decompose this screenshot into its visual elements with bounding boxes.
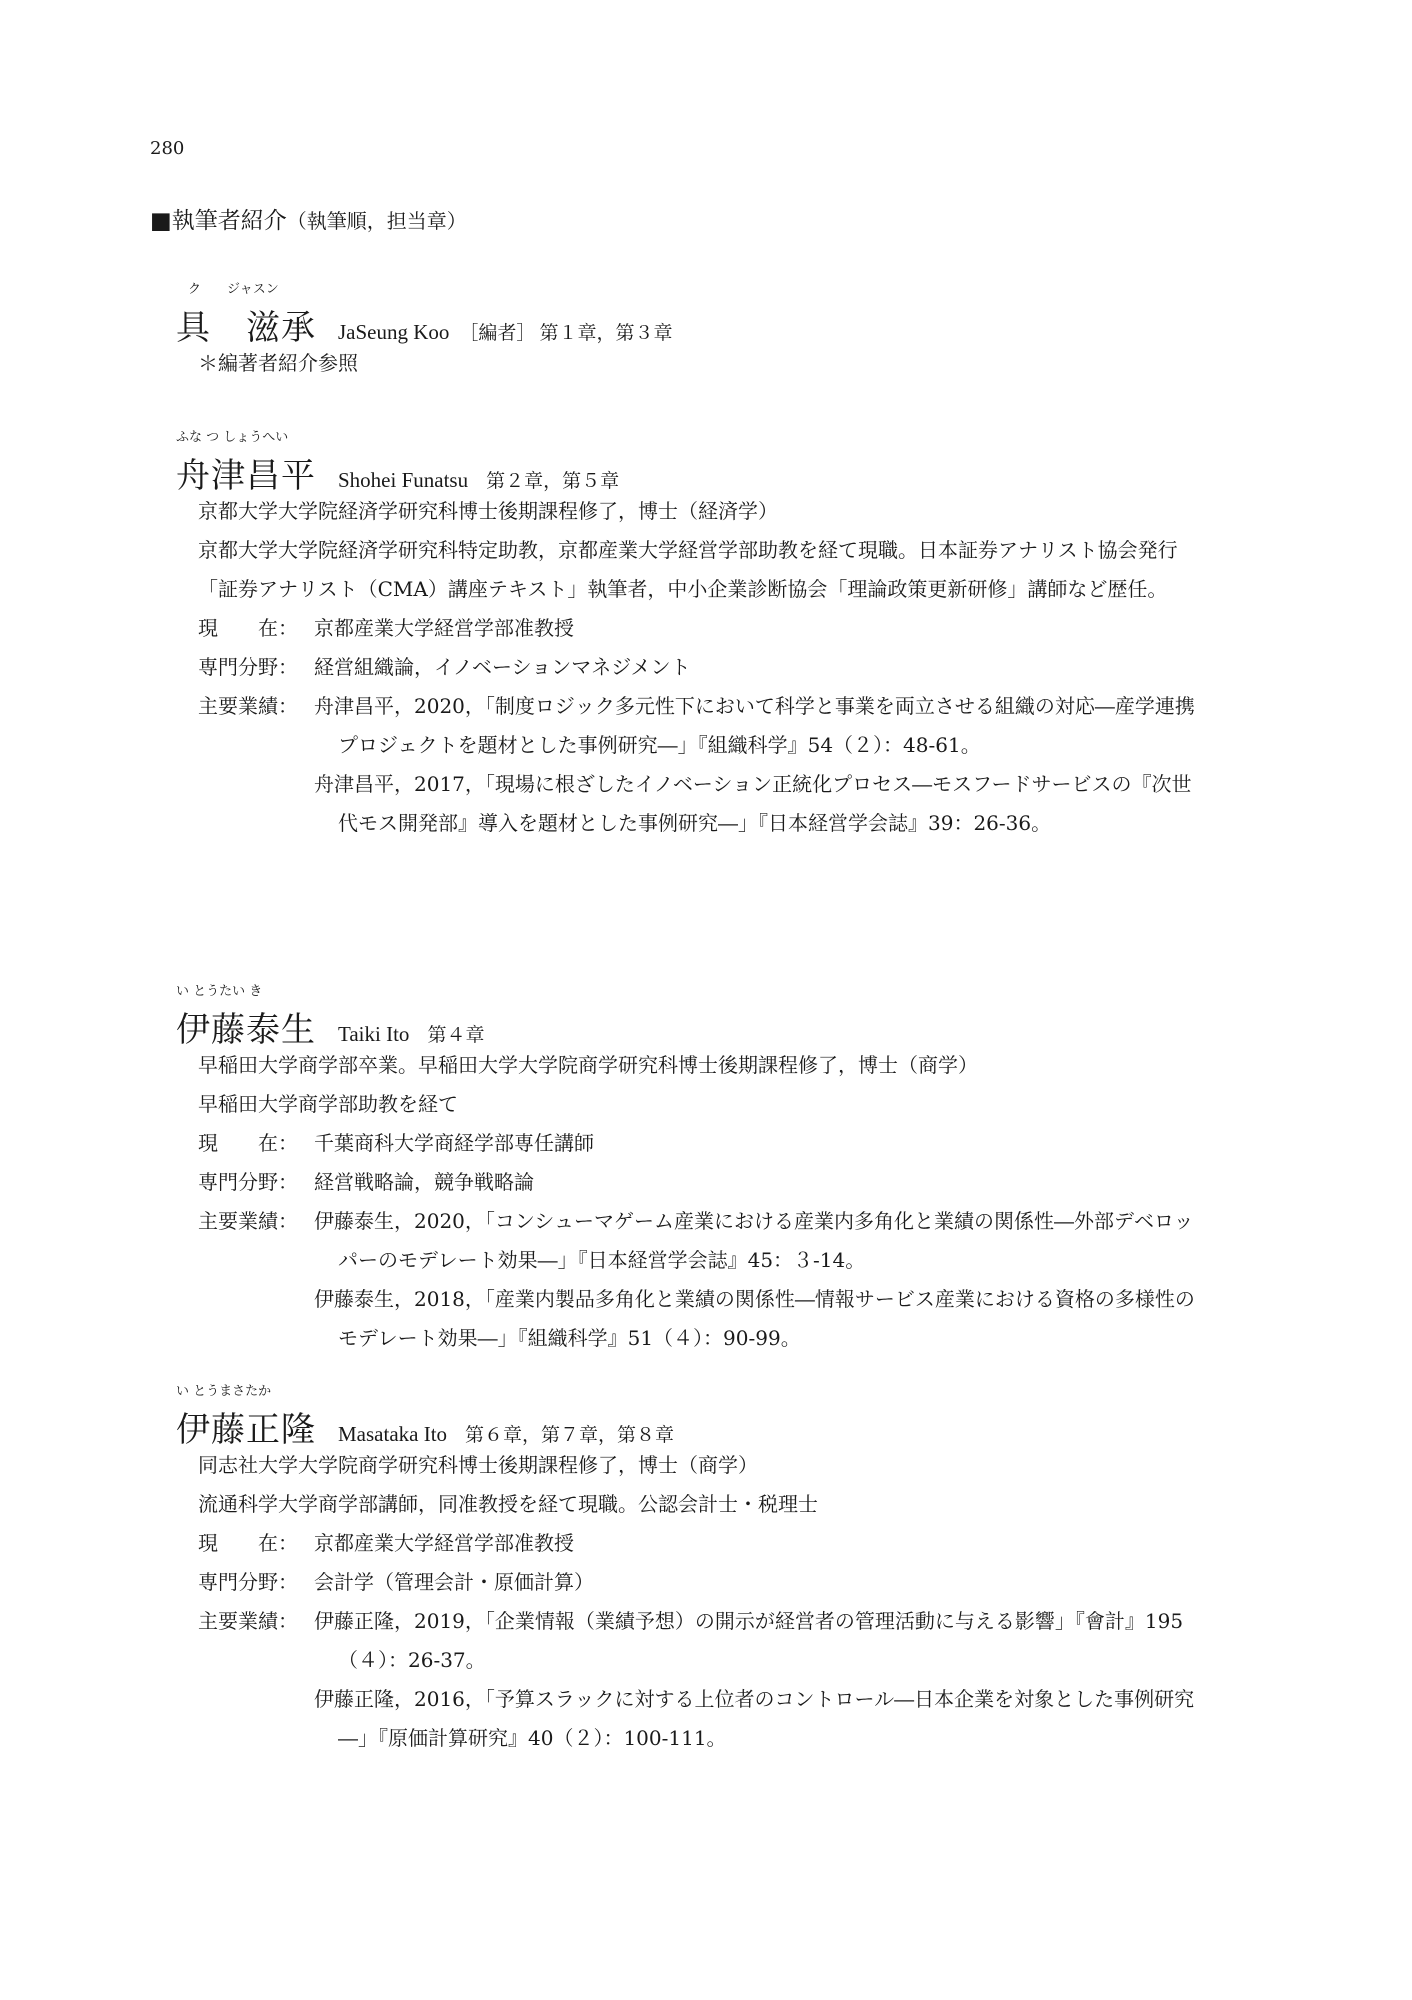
author-note: ＊編著者紹介参照 — [198, 351, 358, 375]
author-name-en: Masataka Ito — [338, 1422, 448, 1446]
field-label: 専門分野： — [198, 1570, 298, 1594]
section-heading — [150, 202, 467, 235]
author-chapters: 第１章，第３章 — [539, 322, 673, 344]
author-taiki-ito — [176, 984, 1208, 1358]
specialty-field: 経営組織論，イノベーションマネジメント — [314, 655, 691, 679]
work-item: 舟津昌平，2020，「制度ロジック多元性下において科学と事業を両立させる組織の対応―産学連携プロジェクトを題材とした事例研究―」『組織科学』54（２）：48-61。 — [314, 694, 1195, 757]
works-label: 主要業績： — [198, 694, 298, 718]
bio-line: 京都大学大学院経済学研究科特定助教，京都産業大学経営学部助教を経て現職。日本証券アナリスト協会発行「証券アナリスト（CMA）講座テキスト」執筆者，中小企業診断協会「理論政策更新研修」講師など歴任。 — [198, 538, 1178, 601]
author-name: 伊藤正隆 — [176, 1410, 316, 1450]
furigana: ク ジャスン — [188, 282, 279, 297]
field-label: 専門分野： — [198, 1170, 298, 1194]
works-label: 主要業績： — [198, 1209, 298, 1233]
author-name: 具 滋承 — [176, 308, 316, 348]
bio-line: 早稲田大学商学部助教を経て — [198, 1092, 458, 1116]
author-name-en: JaSeung Koo — [338, 320, 450, 344]
current-label: 現 在： — [198, 616, 298, 640]
bio-line: 同志社大学大学院商学研究科博士後期課程修了，博士（商学） — [198, 1453, 758, 1477]
current-label: 現 在： — [198, 1531, 298, 1555]
author-name: 伊藤泰生 — [176, 1010, 316, 1050]
current-position: 京都産業大学経営学部准教授 — [314, 1531, 574, 1555]
square-mark-icon: ■ — [150, 208, 172, 234]
work-item: 伊藤泰生，2020，「コンシューマゲーム産業における産業内多角化と業績の関係性―外部デベロッパーのモデレート効果―」『日本経営学会誌』45：３-14。 — [314, 1209, 1194, 1272]
specialty-field: 経営戦略論，競争戦略論 — [314, 1170, 534, 1194]
author-name-en: Shohei Funatsu — [338, 468, 469, 492]
author-masataka-ito — [176, 1384, 1208, 1758]
section-title: 執筆者紹介 — [171, 208, 287, 234]
works-label: 主要業績： — [198, 1609, 298, 1633]
author-name-en: Taiki Ito — [338, 1022, 410, 1046]
furigana: ふな つ しょうへい — [176, 430, 289, 445]
furigana: い とうたい き — [176, 984, 263, 999]
author-koo — [176, 282, 1208, 383]
specialty-field: 会計学（管理会計・原価計算） — [314, 1570, 594, 1594]
author-chapters: 第２章，第５章 — [486, 470, 620, 492]
bio-line: 流通科学大学商学部講師，同准教授を経て現職。公認会計士・税理士 — [198, 1492, 818, 1516]
author-chapters: 第６章，第７章，第８章 — [465, 1424, 675, 1446]
work-item: 伊藤正隆，2019，「企業情報（業績予想）の開示が経営者の管理活動に与える影響」『會計』195（４）：26-37。 — [314, 1609, 1184, 1672]
section-note: （執筆順，担当章） — [286, 209, 467, 233]
bio-line: 京都大学大学院経済学研究科博士後期課程修了，博士（経済学） — [198, 499, 778, 523]
page-number: 280 — [150, 138, 185, 159]
work-item: 伊藤正隆，2016，「予算スラックに対する上位者のコントロール―日本企業を対象とした事例研究―」『原価計算研究』40（２）：100-111。 — [314, 1687, 1195, 1750]
author-funatsu — [176, 430, 1208, 843]
editor-tag: ［編者］ — [459, 322, 536, 344]
current-label: 現 在： — [198, 1131, 298, 1155]
author-name: 舟津昌平 — [176, 456, 316, 496]
work-item: 舟津昌平，2017，「現場に根ざしたイノベーション正統化プロセス―モスフードサービスの『次世代モス開発部』導入を題材とした事例研究―」『日本経営学会誌』39：26-36。 — [314, 772, 1192, 835]
bio-line: 早稲田大学商学部卒業。早稲田大学大学院商学研究科博士後期課程修了，博士（商学） — [198, 1053, 978, 1077]
field-label: 専門分野： — [198, 655, 298, 679]
current-position: 京都産業大学経営学部准教授 — [314, 616, 574, 640]
author-chapters: 第４章 — [427, 1024, 485, 1046]
work-item: 伊藤泰生，2018，「産業内製品多角化と業績の関係性―情報サービス産業における資格の多様性のモデレート効果―」『組織科学』51（４）：90-99。 — [314, 1287, 1195, 1350]
current-position: 千葉商科大学商経学部専任講師 — [314, 1131, 594, 1155]
furigana: い とうまさたか — [176, 1384, 272, 1399]
